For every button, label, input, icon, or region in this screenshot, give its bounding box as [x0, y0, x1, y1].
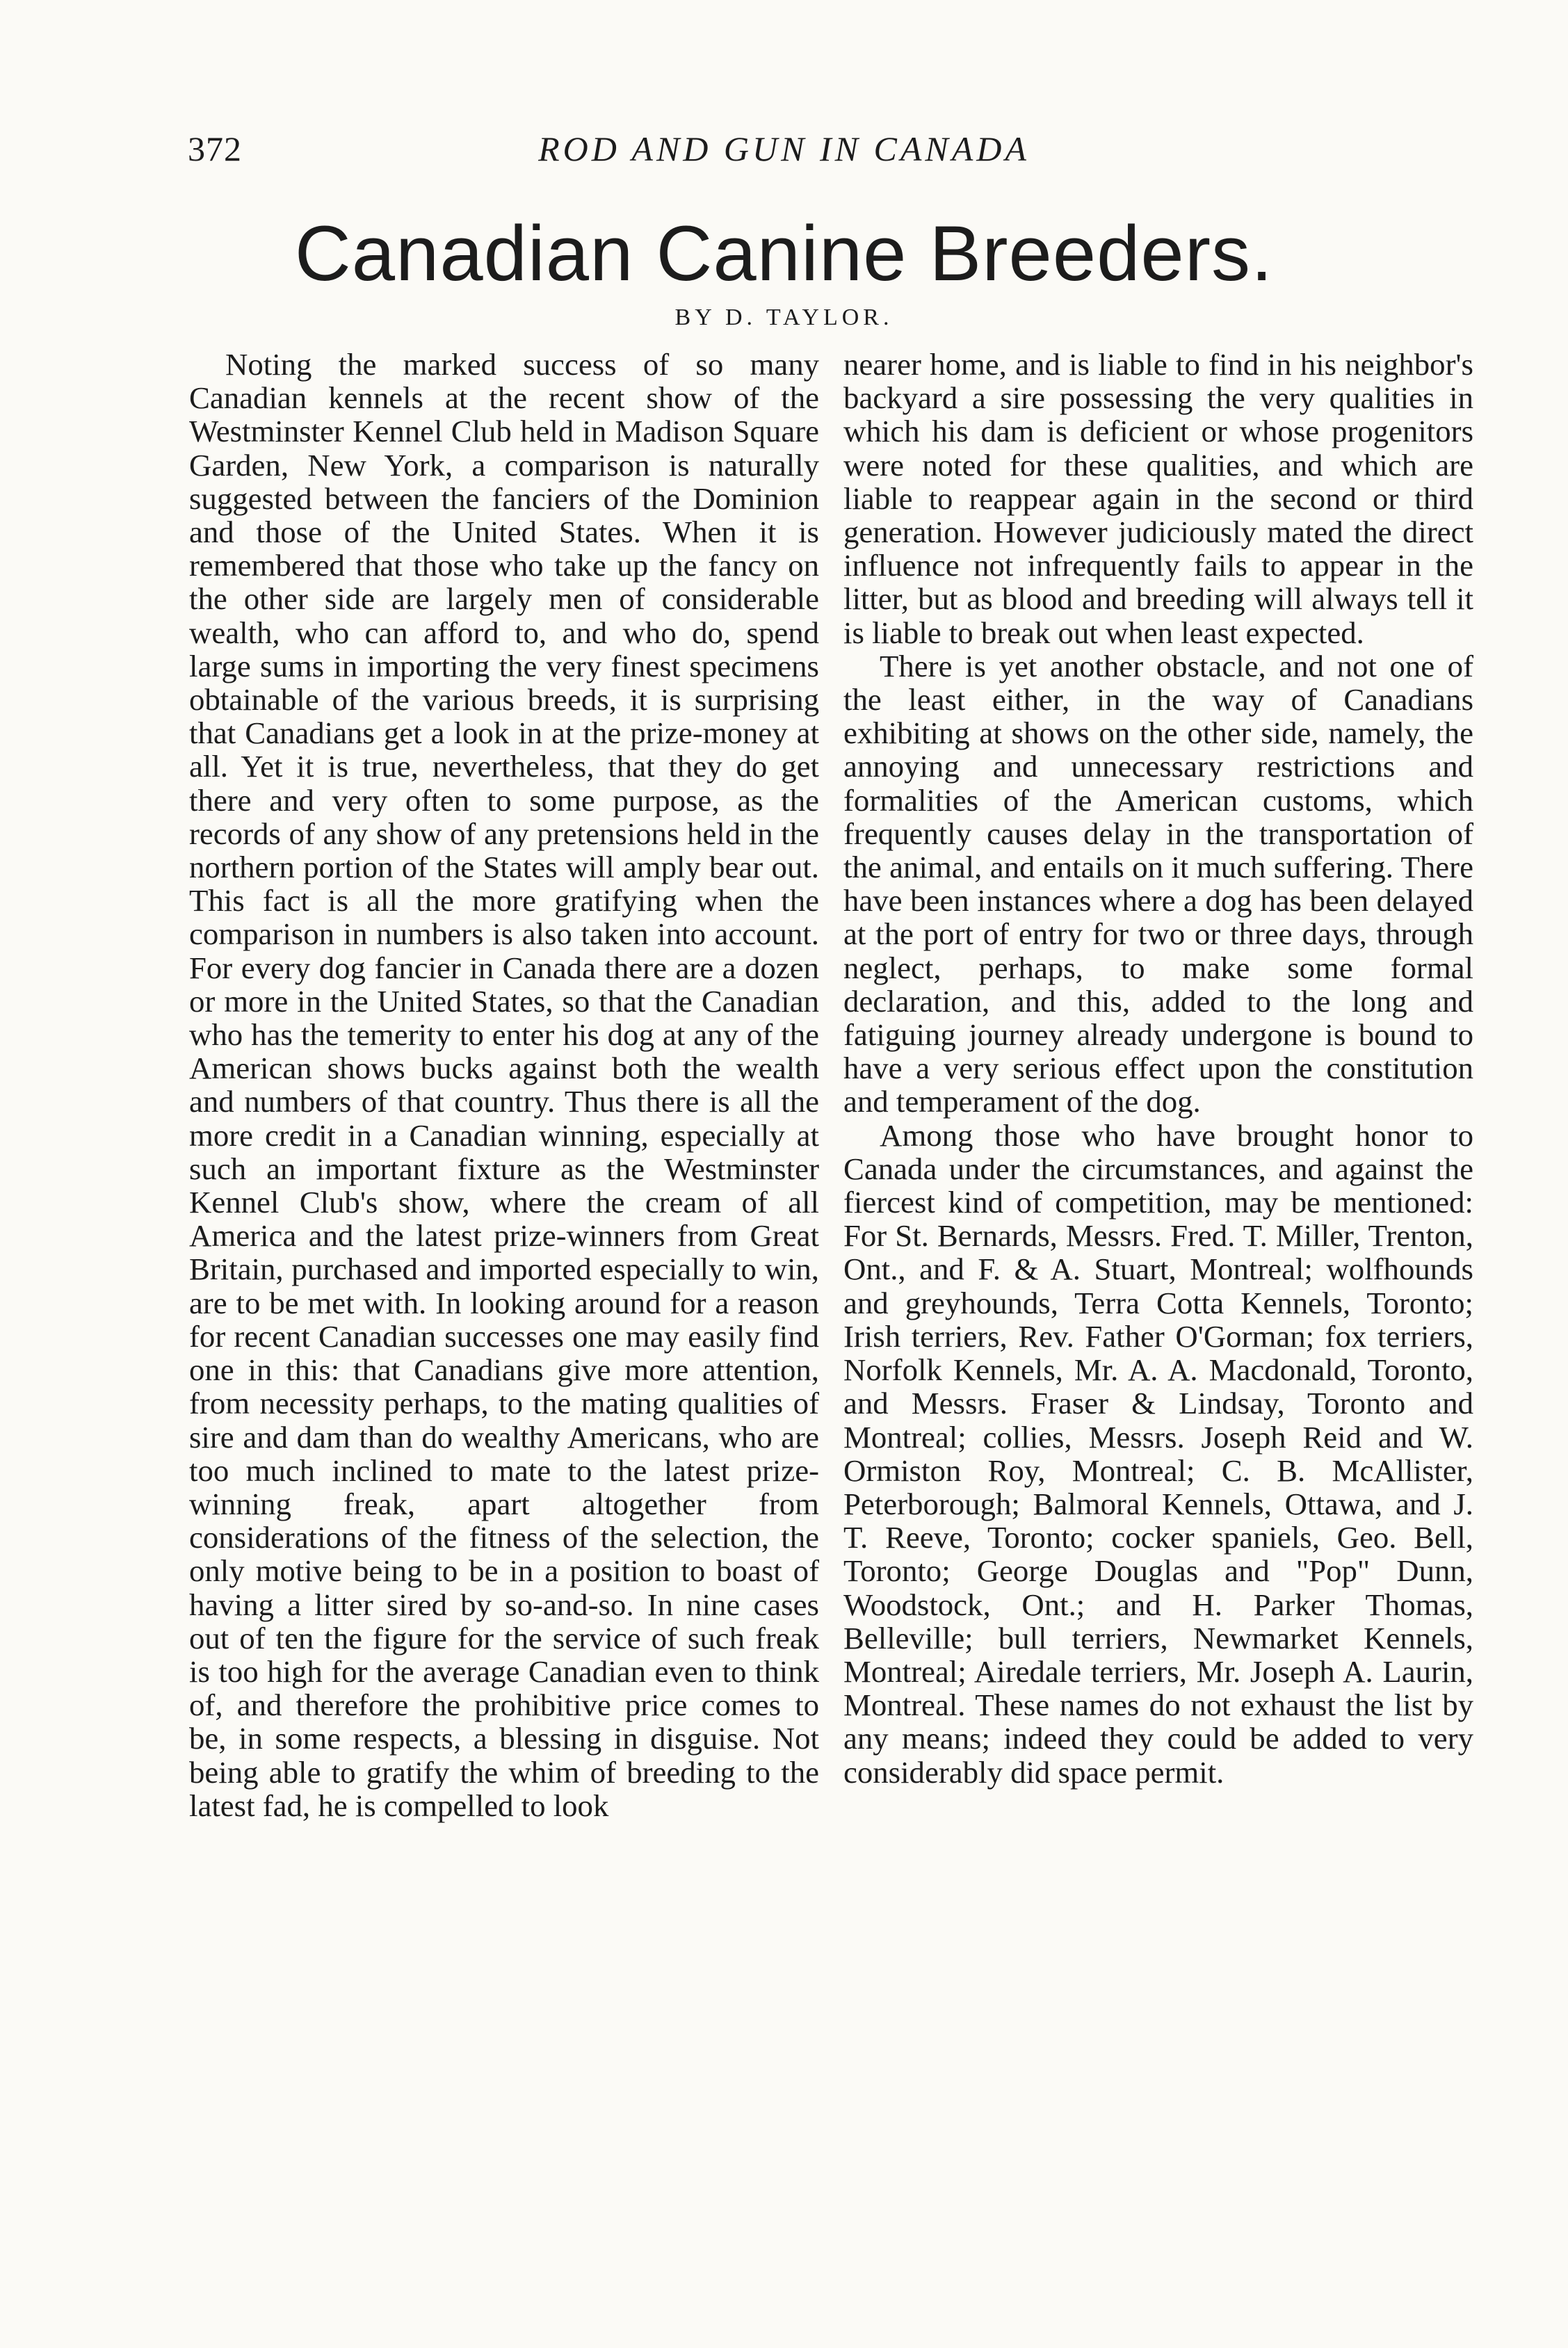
left-column [189, 348, 819, 1822]
page-number: 372 [188, 129, 242, 168]
article-title: Canadian Canine Breeders. [294, 210, 1274, 297]
article-byline: BY D. TAYLOR. [674, 305, 894, 330]
paragraph-2: There is yet another obstacle, and not one of the least either, in the way of Canadians exhibiting at shows on the other side, namely, the annoying and unnecessary restrictions and formalities of the American customs, which frequently causes delay in the transportation of the animal, and entails on it much suffering. There have been instances where a dog has been delayed at the port of entry for two or three days, through neglect, perhaps, to make some formal declaration, and this, added to the long and fatiguing journey already undergone is bound to have a very serious effect upon the constitution and temperament of the dog. [843, 648, 1473, 1119]
running-head: ROD AND GUN IN CANADA [538, 129, 1030, 168]
paragraph-3: Among those who have brought honor to Canada under the circumstances, and against the fiercest kind of competition, may be mentioned: For St. Bernards, Messrs. Fred. T. Miller, Trenton, Ont., and F. & A. Stuart, Montreal; wolfhounds and greyhounds, Terra Cotta Kennels, Toronto; Irish terriers, Rev. Father O'Gorman; fox terriers, Norfolk Kennels, Mr. A. A. Macdonald, Toronto, and Messrs. Fraser & Lindsay, Toronto and Montreal; collies, Messrs. Joseph Reid and W. Ormiston Roy, Montreal; C. B. McAllister, Peterborough; Balmoral Kennels, Ottawa, and J. T. Reeve, Toronto; cocker spaniels, Geo. Bell, Toronto; George Douglas and "Pop" Dunn, Woodstock, Ont.; and H. Parker Thomas, Belleville; bull terriers, Newmarket Kennels, Montreal; Airedale terriers, Mr. Joseph A. Laurin, Montreal. These names do not exhaust the list by any means; indeed they could be added to very considerably did space permit. [843, 1117, 1473, 1790]
right-column [843, 348, 1473, 1789]
paragraph-1: Noting the marked success of so many Canadian kennels at the recent show of the Westminster Kennel Club held in Madison Square Garden, New York, a comparison is naturally suggested between the fanciers of the Dominion and those of the United States. When it is remembered that those who take up the fancy on the other side are largely men of considerable wealth, who can afford to, and who do, spend large sums in importing the very finest specimens obtainable of the various breeds, it is surprising that Canadians get a look in at the prize-money at all. Yet it is true, nevertheless, that they do get there and very often to some purpose, as the records of any show of any pretensions held in the northern portion of the States will amply bear out. This fact is all the more gratifying when the comparison in numbers is also taken into account. For every dog fancier in Canada there are a dozen or more in the United States, so that the Canadian who has the temerity to enter his dog at any of the American shows bucks against both the wealth and numbers of that country. Thus there is all the more credit in a Canadian winning, especially at such an important fixture as the Westminster Kennel Club's show, where the cream of all America and the latest prize-winners from Great Britain, purchased and imported especially to win, are to be met with. In looking around for a reason for recent Canadian successes one may easily find one in this: that Canadians give more attention, from necessity perhaps, to the mating qualities of sire and dam than do wealthy Americans, who are too much inclined to mate to the latest prize-winning freak, apart altogether from considerations of the fitness of the selection, the only motive being to be in a position to boast of having a litter sired by so-and-so. In nine cases out of ten the figure for the service of such freak is too high for the average Canadian even to think of, and therefore the prohibitive price comes to be, in some respects, a blessing in disguise. Not being able to gratify the whim of breeding to the latest fad, he is compelled to look [189, 347, 819, 1823]
paragraph-1-continued: nearer home, and is liable to find in his neighbor's backyard a sire possessing the very qualities in which his dam is deficient or whose progenitors were noted for these qualities, and which are liable to reappear again in the second or third generation. However judiciously mated the direct influence not infrequently fails to appear in the litter, but as blood and breeding will always tell it is liable to break out when least expected. [843, 347, 1473, 650]
